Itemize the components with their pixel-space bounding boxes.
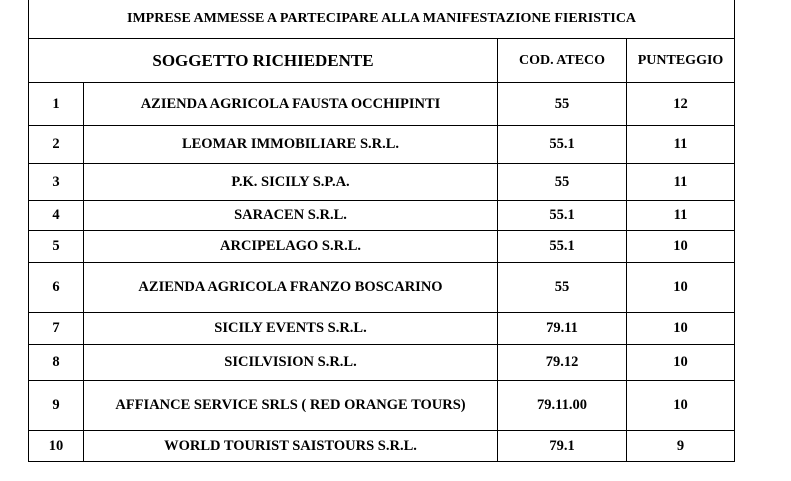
row-number: 10 [29,431,84,462]
row-ateco-code: 79.11.00 [498,381,627,431]
row-number: 9 [29,381,84,431]
row-company-name: AFFIANCE SERVICE SRLS ( RED ORANGE TOURS) [84,381,498,431]
header-soggetto: SOGGETTO RICHIEDENTE [29,39,498,83]
row-number: 8 [29,345,84,381]
row-ateco-code: 55 [498,83,627,126]
row-company-name: AZIENDA AGRICOLA FRANZO BOSCARINO [84,263,498,313]
row-number: 5 [29,231,84,263]
row-number: 6 [29,263,84,313]
row-ateco-code: 55.1 [498,231,627,263]
row-score: 11 [627,164,735,201]
row-score: 11 [627,126,735,164]
table-row [29,231,735,263]
row-score: 10 [627,313,735,345]
table-title-row [29,0,735,39]
row-ateco-code: 55.1 [498,201,627,231]
table-row [29,263,735,313]
table-row [29,201,735,231]
table-row [29,431,735,462]
table-row [29,345,735,381]
row-ateco-code: 55 [498,263,627,313]
row-score: 10 [627,263,735,313]
row-number: 2 [29,126,84,164]
row-score: 10 [627,231,735,263]
row-ateco-code: 55 [498,164,627,201]
row-company-name: AZIENDA AGRICOLA FAUSTA OCCHIPINTI [84,83,498,126]
header-punteggio: PUNTEGGIO [627,39,735,83]
row-ateco-code: 55.1 [498,126,627,164]
row-company-name: SICILY EVENTS S.R.L. [84,313,498,345]
row-ateco-code: 79.1 [498,431,627,462]
row-score: 10 [627,345,735,381]
table-row [29,381,735,431]
row-company-name: ARCIPELAGO S.R.L. [84,231,498,263]
row-number: 4 [29,201,84,231]
row-number: 7 [29,313,84,345]
row-company-name: SICILVISION S.R.L. [84,345,498,381]
row-ateco-code: 79.12 [498,345,627,381]
admitted-companies-table [28,0,735,462]
table-row [29,313,735,345]
table-row [29,83,735,126]
table-row [29,164,735,201]
table-title: IMPRESE AMMESSE A PARTECIPARE ALLA MANIFESTAZIONE FIERISTICA [29,0,735,39]
row-company-name: SARACEN S.R.L. [84,201,498,231]
row-number: 1 [29,83,84,126]
row-company-name: LEOMAR IMMOBILIARE S.R.L. [84,126,498,164]
row-score: 9 [627,431,735,462]
row-number: 3 [29,164,84,201]
row-company-name: WORLD TOURIST SAISTOURS S.R.L. [84,431,498,462]
table-row [29,126,735,164]
row-ateco-code: 79.11 [498,313,627,345]
row-score: 11 [627,201,735,231]
row-score: 10 [627,381,735,431]
table-header-row [29,39,735,83]
row-company-name: P.K. SICILY S.P.A. [84,164,498,201]
header-cod-ateco: COD. ATECO [498,39,627,83]
row-score: 12 [627,83,735,126]
